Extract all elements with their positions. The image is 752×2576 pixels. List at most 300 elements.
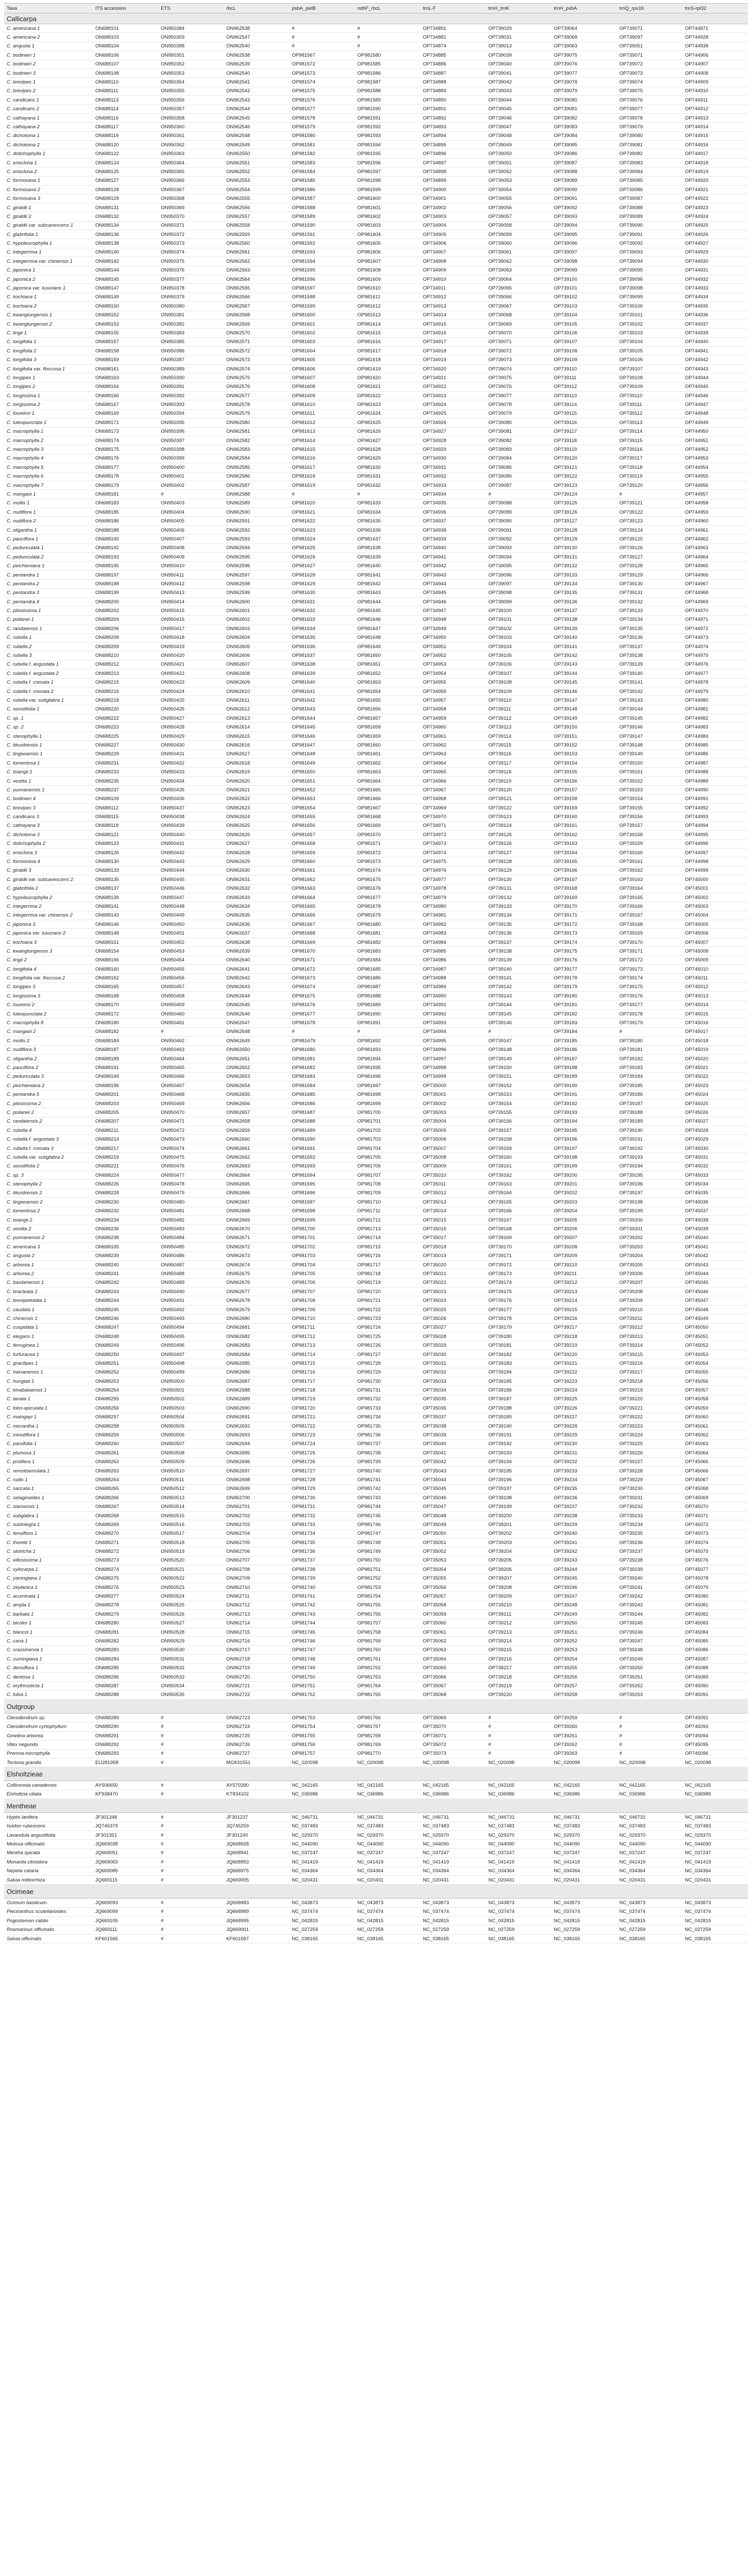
accession-cell: ON688145 <box>93 275 158 283</box>
taxon-cell: C. macrophylla 3 <box>4 445 93 454</box>
accession-cell: NC_037247 <box>617 1849 682 1857</box>
accession-cell: OP981642 <box>289 696 355 705</box>
accession-cell: OP739148 <box>486 1045 551 1054</box>
accession-cell: OP981754 <box>355 1592 420 1601</box>
accession-cell: OP739184 <box>486 1368 551 1377</box>
accession-cell: OP735017 <box>420 1233 486 1242</box>
taxon-cell: Pogostemon cablin <box>4 1917 93 1925</box>
accession-cell: OP739204 <box>486 1547 551 1556</box>
taxon-cell: C. brevipes 3 <box>4 803 93 812</box>
accession-cell: OP981701 <box>355 1117 420 1126</box>
accession-cell: OP981688 <box>355 992 420 1001</box>
accession-cell: NC_037474 <box>486 1907 551 1916</box>
accession-cell: ON688175 <box>93 445 158 454</box>
table-row <box>4 642 748 651</box>
accession-cell: NC_020431 <box>420 1875 486 1884</box>
accession-cell: NC_043873 <box>486 1899 551 1907</box>
taxon-cell: C. kinabaluensis 1 <box>4 1386 93 1395</box>
accession-cell: ON962659 <box>224 1126 289 1135</box>
taxon-cell: C. macrophylla 6 <box>4 472 93 481</box>
accession-cell: OP744971 <box>682 615 748 624</box>
accession-cell: OP739083 <box>486 445 551 454</box>
accession-cell: OP739218 <box>486 1672 551 1681</box>
accession-cell: OP739148 <box>617 741 682 750</box>
accession-cell: OP735002 <box>420 1099 486 1108</box>
accession-cell: OP739144 <box>617 705 682 714</box>
accession-cell: OP745096 <box>682 1749 748 1758</box>
accession-cell: ON950387 <box>158 355 224 364</box>
accession-cell: ON688197 <box>93 570 158 579</box>
accession-cell: NC_043873 <box>682 1899 748 1907</box>
accession-cell: OP739240 <box>617 1574 682 1583</box>
accession-cell: OP739124 <box>617 526 682 534</box>
accession-cell: OP739153 <box>486 1090 551 1099</box>
accession-cell: ON950405 <box>158 517 224 526</box>
accession-cell: OP981610 <box>289 400 355 409</box>
accession-cell: NC_038165 <box>289 1934 355 1943</box>
accession-cell: OP739209 <box>486 1592 551 1601</box>
accession-cell: OP745084 <box>682 1628 748 1636</box>
accession-cell: JQ669005 <box>224 1875 289 1884</box>
accession-cell: ON950381 <box>158 311 224 319</box>
accession-cell: OP739201 <box>551 1180 617 1189</box>
accession-cell: OP981719 <box>289 1395 355 1403</box>
taxon-cell: C. rubella f. angustata 2 <box>4 669 93 678</box>
taxon-cell: C. pilosissima 1 <box>4 606 93 615</box>
accession-cell: OP739206 <box>551 1225 617 1233</box>
accession-cell: OP739164 <box>617 884 682 893</box>
taxon-cell: C. poilanei 2 <box>4 1108 93 1117</box>
accession-cell: OP981727 <box>355 1350 420 1359</box>
accession-cell: OP739229 <box>551 1431 617 1439</box>
accession-cell: ON962568 <box>224 311 289 319</box>
accession-cell: OP739195 <box>617 1171 682 1180</box>
accession-cell: NC_041419 <box>355 1858 420 1867</box>
accession-cell: NC_043873 <box>617 1899 682 1907</box>
taxon-cell: C. hypoleucophylla 1 <box>4 239 93 248</box>
accession-cell: OP981632 <box>289 606 355 615</box>
accession-cell: ON950513 <box>158 1494 224 1502</box>
accession-cell: ON688287 <box>93 1682 158 1690</box>
accession-cell: OP739255 <box>551 1664 617 1672</box>
accession-cell: OP744906 <box>682 51 748 60</box>
accession-cell: OP735041 <box>420 1449 486 1458</box>
table-row <box>4 42 748 50</box>
accession-cell: OP735010 <box>420 1171 486 1180</box>
accession-cell: ON688106 <box>93 51 158 60</box>
accession-cell: ON688180 <box>93 1019 158 1027</box>
accession-cell: ON688125 <box>93 167 158 176</box>
accession-cell: ON950431 <box>158 750 224 758</box>
accession-cell: OP739233 <box>617 1511 682 1520</box>
table-row <box>4 786 748 794</box>
accession-cell: OP739050 <box>486 149 551 158</box>
accession-cell: OP744955 <box>682 472 748 481</box>
accession-cell: ON950454 <box>158 956 224 964</box>
accession-cell: OP745019 <box>682 1045 748 1054</box>
accession-cell: ON962701 <box>224 1502 289 1511</box>
accession-cell: ON950492 <box>158 1305 224 1314</box>
accession-cell: ON950436 <box>158 794 224 803</box>
accession-cell: OP981746 <box>289 1637 355 1646</box>
taxon-cell: C. erythrosticta 1 <box>4 1682 93 1690</box>
table-row <box>4 1332 748 1341</box>
accession-cell: OP981743 <box>289 1610 355 1619</box>
accession-cell: OP735069 <box>420 1714 486 1722</box>
accession-cell: OP744978 <box>682 678 748 687</box>
accession-cell: OP739199 <box>486 1502 551 1511</box>
accession-cell: OP734949 <box>420 624 486 633</box>
accession-cell: OP981668 <box>355 812 420 821</box>
accession-cell: OP734996 <box>420 1045 486 1054</box>
accession-cell: OP981613 <box>355 311 420 319</box>
accession-cell: OP744998 <box>682 857 748 866</box>
accession-cell: OP745067 <box>682 1476 748 1484</box>
accession-cell: ON950516 <box>158 1520 224 1529</box>
accession-cell: OP739210 <box>551 1260 617 1269</box>
accession-cell: ON962697 <box>224 1466 289 1475</box>
accession-cell: OP981593 <box>355 131 420 140</box>
table-row <box>4 230 748 239</box>
accession-cell: ON950380 <box>158 302 224 311</box>
table-row <box>4 1494 748 1502</box>
accession-cell: JQ668983 <box>224 1899 289 1907</box>
accession-cell: OP981768 <box>355 1731 420 1740</box>
accession-cell: OP744979 <box>682 687 748 696</box>
table-row <box>4 1063 748 1072</box>
accession-cell: OP739164 <box>551 848 617 857</box>
accession-cell: ON950472 <box>158 1126 224 1135</box>
table-row <box>4 669 748 678</box>
accession-cell: OP739071 <box>486 337 551 346</box>
accession-cell: NC_038165 <box>617 1934 682 1943</box>
accession-cell: OP981603 <box>289 337 355 346</box>
accession-cell: OP981588 <box>289 203 355 212</box>
accession-cell: NC_020098 <box>617 1758 682 1767</box>
accession-cell: ON688206 <box>93 624 158 633</box>
accession-cell: ON688109 <box>93 794 158 803</box>
accession-cell: ON950490 <box>158 1287 224 1296</box>
accession-cell: OP744990 <box>682 786 748 794</box>
accession-cell: ON688134 <box>93 221 158 230</box>
accession-cell: OP739100 <box>617 302 682 311</box>
accession-cell: OP981651 <box>355 660 420 669</box>
accession-cell: OP739139 <box>617 660 682 669</box>
accession-cell: OP739118 <box>551 436 617 445</box>
accession-cell: ON962639 <box>224 947 289 956</box>
accession-cell: OP739213 <box>486 1628 551 1636</box>
accession-cell: OP739207 <box>551 1233 617 1242</box>
accession-cell: OP739161 <box>617 857 682 866</box>
accession-cell: OP744991 <box>682 794 748 803</box>
accession-cell: # <box>617 1731 682 1740</box>
accession-cell: OP739243 <box>617 1601 682 1609</box>
accession-cell: OP981660 <box>355 741 420 750</box>
accession-cell: ON950439 <box>158 821 224 830</box>
accession-cell: NC_027259 <box>486 1925 551 1934</box>
accession-cell: OP981756 <box>355 1610 420 1619</box>
accession-cell: NC_037474 <box>551 1907 617 1916</box>
accession-cell: OP744999 <box>682 866 748 875</box>
table-row <box>4 1840 748 1849</box>
table-row <box>4 1404 748 1413</box>
accession-cell: OP981672 <box>355 848 420 857</box>
accession-cell: ON688288 <box>93 1690 158 1699</box>
taxon-cell: C. longifolia 2 <box>4 347 93 355</box>
accession-cell: OP745071 <box>682 1511 748 1520</box>
accession-cell: ON962654 <box>224 1081 289 1090</box>
accession-cell: ON962623 <box>224 803 289 812</box>
accession-cell: # <box>486 1740 551 1749</box>
accession-cell: OP739147 <box>617 732 682 740</box>
table-row <box>4 409 748 418</box>
accession-cell: ON688245 <box>93 1305 158 1314</box>
accession-cell: NC_046731 <box>486 1813 551 1822</box>
accession-cell: OP739201 <box>617 1225 682 1233</box>
accession-cell: OP734921 <box>420 374 486 382</box>
accession-cell: OP735073 <box>420 1749 486 1758</box>
accession-cell: OP981724 <box>355 1323 420 1332</box>
accession-cell: ON962617 <box>224 750 289 758</box>
accession-cell: OP739257 <box>551 1682 617 1690</box>
accession-cell: OP981607 <box>355 257 420 266</box>
accession-cell: OP739164 <box>486 1189 551 1197</box>
accession-cell: OP739188 <box>486 1404 551 1413</box>
taxon-cell: C. macrophylla 4 <box>4 454 93 463</box>
accession-cell: OP981734 <box>355 1413 420 1421</box>
accession-cell: NC_036986 <box>617 1790 682 1799</box>
accession-cell: OP739178 <box>617 1009 682 1018</box>
accession-cell: OP739087 <box>617 194 682 203</box>
accession-cell: OP739068 <box>486 311 551 319</box>
accession-cell: OP739173 <box>617 965 682 974</box>
accession-cell: OP735006 <box>420 1135 486 1144</box>
accession-cell: ON688282 <box>93 1637 158 1646</box>
accession-cell: OP739192 <box>551 1099 617 1108</box>
accession-cell: OP981581 <box>289 141 355 149</box>
accession-cell: ON962657 <box>224 1108 289 1117</box>
group-label: Ocimeae <box>4 1885 748 1899</box>
taxon-cell: C. kochiana 3 <box>4 938 93 946</box>
taxon-cell: C. maingayi 1 <box>4 1413 93 1421</box>
taxon-cell: C. randaiensis 2 <box>4 1117 93 1126</box>
table-row <box>4 1189 748 1197</box>
accession-cell: OP739099 <box>617 293 682 301</box>
accession-cell: OP745061 <box>682 1421 748 1430</box>
accession-cell: ON688192 <box>93 544 158 552</box>
taxon-cell: C. nudiflora 3 <box>4 1045 93 1054</box>
accession-cell: OP735019 <box>420 1251 486 1260</box>
accession-cell: ON688267 <box>93 1502 158 1511</box>
accession-cell: ON950415 <box>158 606 224 615</box>
accession-cell: JQ745379 <box>93 1822 158 1831</box>
accession-cell: OP739210 <box>486 1601 551 1609</box>
accession-cell: ON962666 <box>224 1189 289 1197</box>
accession-cell: OP745035 <box>682 1189 748 1197</box>
taxon-cell: C. xylocarpa 1 <box>4 1565 93 1574</box>
accession-cell: OP739215 <box>551 1305 617 1314</box>
accession-cell: NC_044090 <box>289 1840 355 1849</box>
taxon-cell: C. pauciflora 1 <box>4 535 93 544</box>
table-row <box>4 992 748 1001</box>
accession-cell: OP734893 <box>420 123 486 131</box>
accession-cell: NC_037483 <box>355 1822 420 1831</box>
accession-cell: ON950477 <box>158 1171 224 1180</box>
accession-cell: # <box>158 1027 224 1036</box>
group-header-row <box>4 1767 748 1781</box>
accession-cell: OP981763 <box>355 1672 420 1681</box>
table-row <box>4 51 748 60</box>
accession-cell: ON962633 <box>224 893 289 902</box>
accession-cell: OP735055 <box>420 1574 486 1583</box>
accession-cell: OP739250 <box>551 1619 617 1628</box>
accession-cell: OP734997 <box>420 1054 486 1063</box>
accession-cell: OP739165 <box>486 1198 551 1207</box>
accession-cell: OP745095 <box>682 1740 748 1749</box>
accession-cell: OP981681 <box>355 929 420 938</box>
accession-cell: ON950498 <box>158 1359 224 1368</box>
accession-cell: ON688137 <box>93 884 158 893</box>
accession-cell: OP739084 <box>486 454 551 463</box>
accession-cell: OP739228 <box>617 1466 682 1475</box>
accession-cell: ON950372 <box>158 230 224 239</box>
accession-cell: OP739079 <box>617 123 682 131</box>
accession-cell: OP981746 <box>355 1520 420 1529</box>
accession-cell: OP745041 <box>682 1243 748 1251</box>
accession-cell: OP734922 <box>420 382 486 391</box>
accession-cell: ON950395 <box>158 418 224 427</box>
accession-cell: OP739125 <box>551 499 617 507</box>
accession-cell: ON950459 <box>158 1001 224 1009</box>
accession-cell: OP739178 <box>551 974 617 982</box>
accession-cell: NC_044090 <box>486 1840 551 1849</box>
taxon-cell: C. bicolor 1 <box>4 1619 93 1628</box>
accession-cell: OP739172 <box>486 1260 551 1269</box>
accession-cell: OP735044 <box>420 1476 486 1484</box>
accession-cell: OP981608 <box>355 266 420 275</box>
accession-cell: OP739212 <box>617 1323 682 1332</box>
accession-cell: ON950370 <box>158 212 224 221</box>
accession-cell: OP981724 <box>289 1439 355 1448</box>
accession-cell: NC_042815 <box>617 1917 682 1925</box>
taxon-cell: C. macrophylla 8 <box>4 1019 93 1027</box>
accession-cell: OP739061 <box>486 248 551 257</box>
accession-cell: OP981755 <box>289 1731 355 1740</box>
accession-cell: OP739095 <box>486 562 551 570</box>
table-row <box>4 1484 748 1493</box>
accession-cell: OP739246 <box>551 1583 617 1591</box>
accession-cell: ON962574 <box>224 364 289 373</box>
accession-cell: OP744950 <box>682 427 748 436</box>
accession-cell: JQ669051 <box>93 1849 158 1857</box>
accession-cell: OP739094 <box>617 257 682 266</box>
accession-cell: OP739221 <box>617 1404 682 1413</box>
accession-cell: OP734912 <box>420 293 486 301</box>
accession-cell: OP745057 <box>682 1386 748 1395</box>
accession-cell: OP739253 <box>551 1646 617 1654</box>
accession-cell: NC_037247 <box>486 1849 551 1857</box>
accession-cell: OP739186 <box>617 1090 682 1099</box>
accession-cell: OP981651 <box>289 776 355 785</box>
accession-cell: OP981673 <box>355 857 420 866</box>
accession-cell: ON962674 <box>224 1260 289 1269</box>
accession-cell: NC_020098 <box>289 1758 355 1767</box>
taxon-cell: C. integerrima var. chinensis 1 <box>4 257 93 266</box>
table-row <box>4 974 748 982</box>
accession-cell: OP739160 <box>486 1153 551 1162</box>
accession-cell: OP981669 <box>289 938 355 946</box>
accession-cell: OP734973 <box>420 839 486 848</box>
accession-cell: ON962555 <box>224 194 289 203</box>
accession-cell: OP739172 <box>617 956 682 964</box>
accession-cell: ON962610 <box>224 687 289 696</box>
table-row <box>4 1207 748 1215</box>
accession-cell: ON688143 <box>93 911 158 920</box>
accession-cell: OP981634 <box>289 624 355 633</box>
accession-cell: ON962564 <box>224 275 289 283</box>
accession-cell: OP739108 <box>617 374 682 382</box>
accession-cell: OP734932 <box>420 472 486 481</box>
accession-cell: ON688227 <box>93 741 158 750</box>
accession-cell: ON950509 <box>158 1458 224 1466</box>
table-row <box>4 1171 748 1180</box>
accession-cell: OP739080 <box>551 96 617 105</box>
accession-cell: ON688264 <box>93 1476 158 1484</box>
accession-cell: OP739199 <box>617 1207 682 1215</box>
accession-cell: ON962608 <box>224 669 289 678</box>
accession-cell: OP739146 <box>486 1019 551 1027</box>
accession-cell: OP744925 <box>682 221 748 230</box>
accession-cell: OP734890 <box>420 96 486 105</box>
accession-cell: OP744911 <box>682 96 748 105</box>
accession-cell: ON950420 <box>158 651 224 660</box>
accession-cell: OP739077 <box>551 69 617 77</box>
accession-cell: OP739051 <box>486 158 551 167</box>
accession-cell: OP739240 <box>551 1529 617 1538</box>
accession-cell: ON950499 <box>158 1368 224 1377</box>
taxon-cell: C. peichieniana 1 <box>4 562 93 570</box>
accession-cell: OP739120 <box>551 454 617 463</box>
accession-cell: OP981739 <box>355 1458 420 1466</box>
accession-cell: NC_034364 <box>682 1867 748 1875</box>
accession-cell: OP739148 <box>551 705 617 714</box>
accession-cell: ON950532 <box>158 1664 224 1672</box>
accession-cell: OP739207 <box>617 1278 682 1287</box>
accession-cell: ON950451 <box>158 929 224 938</box>
table-row <box>4 1439 748 1448</box>
accession-cell: OP739235 <box>617 1529 682 1538</box>
taxon-cell: C. rubella var. subglabra 1 <box>4 696 93 705</box>
accession-cell: ON950430 <box>158 741 224 750</box>
table-row <box>4 1072 748 1081</box>
accession-cell: JF301351 <box>93 1831 158 1839</box>
accession-cell: OP981705 <box>355 1153 420 1162</box>
accession-cell: OP744908 <box>682 69 748 77</box>
table-row <box>4 33 748 42</box>
taxon-cell: C. hypoleucophylla 2 <box>4 893 93 902</box>
accession-cell: OP981686 <box>355 974 420 982</box>
accession-cell: NC_029370 <box>289 1831 355 1839</box>
accession-cell: OP981605 <box>289 355 355 364</box>
accession-cell: OP739222 <box>551 1368 617 1377</box>
accession-cell: OP739086 <box>617 185 682 194</box>
accession-cell: OP739204 <box>617 1251 682 1260</box>
taxon-cell: C. saccata 1 <box>4 1484 93 1493</box>
accession-cell: ON950357 <box>158 105 224 113</box>
table-row <box>4 436 748 445</box>
accession-cell: OP981679 <box>355 911 420 920</box>
accession-cell: OP739071 <box>617 24 682 33</box>
